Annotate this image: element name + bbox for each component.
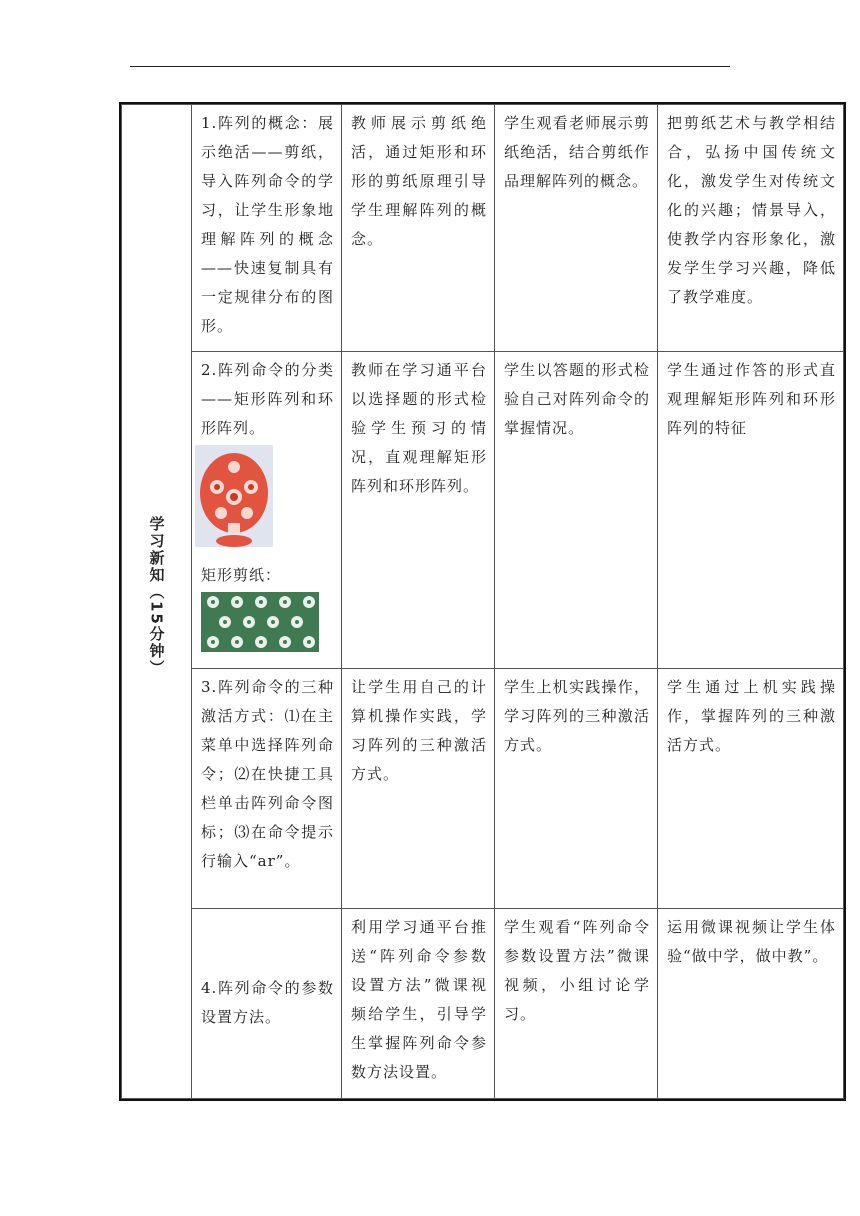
table-row — [122, 105, 844, 352]
teacher-activity-cell: 教师在学习通平台以选择题的形式检验学生预习的情况，直观理解矩形阵列和环形阵列。 — [342, 352, 495, 669]
phase-label: 学习新知（15分钟） — [147, 516, 166, 677]
design-intent-cell: 把剪纸艺术与教学相结合，弘扬中国传统文化，激发学生对传统文化的兴趣；情景导入，使教学内容形象化，激发学生学习兴趣，降低了教学难度。 — [658, 105, 844, 352]
content-text: 2.阵列命令的分类——矩形阵列和环形阵列。 — [201, 361, 334, 437]
phase-cell — [122, 105, 192, 1099]
table-row — [122, 909, 844, 1099]
student-activity-cell: 学生以答题的形式检验自己对阵列命令的掌握情况。 — [495, 352, 658, 669]
student-activity-cell: 学生上机实践操作，学习阵列的三种激活方式。 — [495, 669, 658, 909]
teacher-activity-cell: 教师展示剪纸绝活，通过矩形和环形的剪纸原理引导学生理解阵列的概念。 — [342, 105, 495, 352]
table-row — [122, 669, 844, 909]
design-intent-cell: 学生通过上机实践操作，掌握阵列的三种激活方式。 — [658, 669, 844, 909]
round-papercut-image — [201, 443, 334, 561]
table-row — [122, 352, 844, 669]
student-activity-cell: 学生观看老师展示剪纸绝活，结合剪纸作品理解阵列的概念。 — [495, 105, 658, 352]
content-cell: 4.阵列命令的参数设置方法。 — [192, 909, 342, 1099]
design-intent-cell: 学生通过作答的形式直观理解矩形阵列和环形阵列的特征 — [658, 352, 844, 669]
student-activity-cell: 学生观看“阵列命令参数设置方法”微课视频，小组讨论学习。 — [495, 909, 658, 1099]
rect-papercut-label: 矩形剪纸： — [201, 566, 282, 584]
design-intent-cell: 运用微课视频让学生体验“做中学，做中教”。 — [658, 909, 844, 1099]
teacher-activity-cell: 让学生用自己的计算机操作实践，学习阵列的三种激活方式。 — [342, 669, 495, 909]
lesson-plan-table — [121, 104, 844, 1099]
content-cell: 1.阵列的概念：展示绝活——剪纸，导入阵列命令的学习，让学生形象地理解阵列的概念——快速复制具有一定规律分布的图形。 — [192, 105, 342, 352]
header-rule — [130, 66, 730, 67]
rect-papercut-image — [201, 590, 334, 662]
content-cell: 3.阵列命令的三种激活方式：⑴在主菜单中选择阵列命令；⑵在快捷工具栏单击阵列命令图标；⑶在命令提示行输入“ar”。 — [192, 669, 342, 909]
content-cell — [192, 352, 342, 669]
teacher-activity-cell: 利用学习通平台推送“阵列命令参数设置方法”微课视频给学生，引导学生掌握阵列命令参数方法设置。 — [342, 909, 495, 1099]
